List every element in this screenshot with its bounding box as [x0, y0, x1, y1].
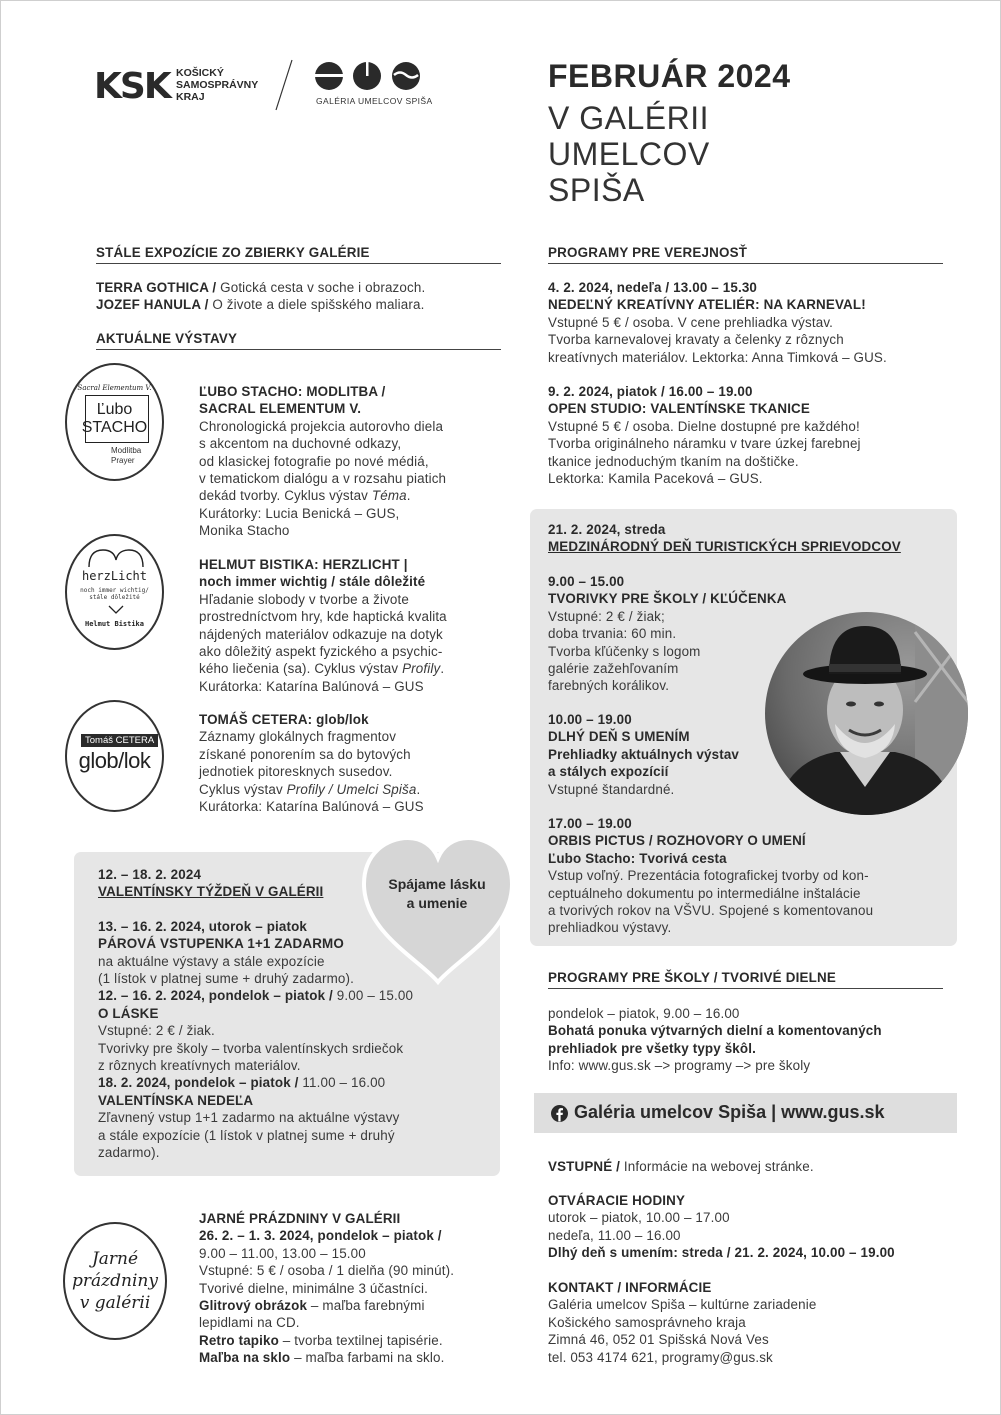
title-line-2: V GALÉRII — [548, 100, 709, 136]
logo-divider — [272, 58, 296, 112]
heading-permanent: STÁLE EXPOZÍCIE ZO ZBIERKY GALÉRIE — [96, 245, 501, 264]
contact-info: KONTAKT / INFORMÁCIE Galéria umelcov Spiša – kultúrne zariadenie Košického samosprávneho kraja Zimná 46, 052 01 Spišská Nová Ves tel. 053 4174 621, programy@gus.sk — [548, 1280, 817, 1365]
portrait-photo — [765, 612, 968, 815]
title-line-4: SPIŠA — [548, 172, 645, 208]
portrait-illustration — [765, 612, 968, 815]
permanent-list — [96, 279, 425, 314]
banner-text: Galéria umelcov Spiša | www.gus.sk — [574, 1102, 885, 1122]
valentine-week: 12. – 18. 2. 2024 VALENTÍNSKY TÝŽDEŇ V GALÉRII 13. – 16. 2. 2024, utorok – piatok PÁROVÁ VSTUPENKA 1+1 ZADARMO na aktuálne výstavy a stále expozície (1 lístok v platnej sume + druhý zadarmo). 12. – 16. 2. 2024, pondelok – piatok / 9.00 – 15.00 O LÁSKE Vstupné: 2 € / žiak. Tvorivky pre školy – tvorba valentínskych srdiečok z rôznych kreatívnych materiálov. 18. 2. 2024, pondelok – piatok / 11.00 – 16.00 VALENTÍNSKA NEDEĽA Zľavnený vstup 1+1 zadarmo na aktuálne výstavy a stále expozície (1 lístok v platnej sume + druhý zadarmo). — [98, 867, 414, 1161]
school-programs: pondelok – piatok, 9.00 – 16.00 Bohatá ponuka výtvarných dielní a komentovaných prehliadok pre všetky typy škôl. Info: www.gus.sk –> programy –> pre školy — [548, 1006, 882, 1074]
guides-day-header: 21. 2. 2024, streda MEDZINÁRODNÝ DEŇ TURISTICKÝCH SPRIEVODCOV — [548, 522, 901, 555]
school-programs-link[interactable]: Info: www.gus.sk –> programy –> pre školy — [548, 1058, 811, 1074]
heading-public-programs: PROGRAMY PRE VEREJNOSŤ — [548, 245, 943, 264]
program-carnival: 4. 2. 2024, nedeľa / 13.00 – 15.30 NEDEĽNÝ KREATÍVNY ATELIÉR: NA KARNEVAL! Vstupné 5 € / osoba. V cene prehliadka výstav. Tvorba karnevalovej kravaty a čelenky z rôznych kreatívnych materiálov. Lektorka: Anna Timková – GUS. — [548, 280, 887, 365]
chevron-down-icon — [108, 605, 124, 615]
cetera-exhibition-logo: Tomáš CETERA glob/lok — [65, 700, 164, 812]
ksk-mark: KSK — [94, 66, 170, 107]
guides-session-2: 10.00 – 19.00 DLHÝ DEŇ S UMENÍM Prehliadky aktuálnych výstav a stálych expozícií Vstupné štandardné. — [548, 712, 740, 797]
facebook-icon — [551, 1105, 568, 1122]
stacho-exhibition-logo: Sacral Elementum V. Ľubo STACHO Modlitba Prayer — [65, 363, 164, 481]
heart-caption: Spájame lásku a umenie — [388, 876, 486, 911]
heading-school-programs: PROGRAMY PRE ŠKOLY / TVORIVÉ DIELNE — [548, 970, 943, 989]
permanent-item-2: JOZEF HANULA / O živote a diele spišského maliara. — [96, 297, 425, 313]
gus-logo-caption: GALÉRIA UMELCOV SPIŠA — [316, 96, 433, 106]
page-title — [548, 58, 791, 208]
permanent-item-1: TERRA GOTHICA / Gotická cesta v soche i obrazoch. — [96, 280, 426, 295]
spring-holidays: JARNÉ PRÁZDNINY V GALÉRII 26. 2. – 1. 3. 2024, pondelok – piatok / 9.00 – 11.00, 13.00 – 15.00 Vstupné: 5 € / osoba / 1 dielňa (90 minút). Tvorivé dielne, minimálne 3 účastníci. Glitrový obrázok – maľba farebnými lepidlami na CD. Retro tapiko – tvorba textilnej tapisérie. Maľba na sklo – maľba farbami na sklo. — [199, 1211, 455, 1366]
guides-session-3: 17.00 – 19.00 ORBIS PICTUS / ROZHOVORY O UMENÍ Ľubo Stacho: Tvorivá cesta Vstup voľný. Prezentácia fotografickej tvorby od kon- ceptuálneho dokumentu po intermediálne inštalácie a tvorivých rokov na VŠVU. Spojené s komentovanou prehliadkou výstavy. — [548, 816, 874, 936]
ksk-logo — [94, 66, 264, 110]
contact-phone-email[interactable]: tel. 053 4174 621, programy@gus.sk — [548, 1349, 773, 1365]
ksk-text-3: KRAJ — [176, 91, 205, 103]
heading-current: AKTUÁLNE VÝSTAVY — [96, 331, 501, 350]
admission-info: VSTUPNÉ / Informácie na webovej stránke. — [548, 1159, 814, 1174]
spring-holidays-logo: Jarné prázdniny v galérii — [63, 1222, 167, 1340]
ksk-text-2: SAMOSPRÁVNY — [176, 79, 259, 91]
opening-hours: OTVÁRACIE HODINY utorok – piatok, 10.00 – 17.00 nedeľa, 11.00 – 16.00 Dlhý deň s umením: streda / 21. 2. 2024, 10.00 – 19.00 — [548, 1193, 895, 1261]
exhibition-bistika: HELMUT BISTIKA: HERZLICHT | noch immer wichtig / stále dôležité Hľadanie slobody v tvorbe a živote prostredníctvom hry, kde haptická kvalita nájdených materiálov odkazuje na dotyk ako dôležitý aspekt fyzického a psychic- kého liečenia (sa). Cyklus výstav Profily. Kurátorka: Katarína Balúnová – GUS — [199, 557, 447, 694]
ksk-text-1: KOŠICKÝ — [176, 67, 224, 79]
gus-logo-icon — [314, 61, 422, 93]
exhibition-stacho: ĽUBO STACHO: MODLITBA / SACRAL ELEMENTUM V. Chronologická projekcia autorovho diela s akcentom na duchovné odkazy, od klasickej fotografie po nové médiá, v tematickom dialógu a v rozsahu piatich dekád tvorby. Cyklus výstav Téma. Kurátorky: Lucia Benická – GUS, Monika Stacho — [199, 384, 447, 539]
program-open-studio: 9. 2. 2024, piatok / 16.00 – 19.00 OPEN STUDIO: VALENTÍNSKE TKANICE Vstupné 5 € / osoba. Dielne dostupné pre každého! Tvorba originálneho náramku v tvare úzkej farebnej tkanice jednoduchým tkaním na doštičke. Lektorka: Kamila Paceková – GUS. — [548, 384, 861, 487]
title-line-1: FEBRUÁR 2024 — [548, 58, 791, 94]
herzlicht-exhibition-logo: herzLicht noch immer wichtig/ stále dôležité Helmut Bistika — [65, 534, 164, 650]
exhibition-cetera: TOMÁŠ CETERA: glob/lok Záznamy glokálnych fragmentov získané ponorením sa do bytových jednotiek pitoresknych susedov. Cyklus výstav Profily / Umelci Spiša. Kurátorka: Katarína Balúnová – GUS — [199, 712, 424, 815]
title-line-3: UMELCOV — [548, 136, 710, 172]
heart-arc-icon — [87, 546, 145, 568]
facebook-banner[interactable] — [534, 1093, 957, 1133]
guides-session-1: 9.00 – 15.00 TVORIVKY PRE ŠKOLY / KĽÚČENKA Vstupné: 2 € / žiak; doba trvania: 60 min. Tvorba kľúčenky s logom galérie zažehľovaním farebných korálikov. — [548, 574, 787, 694]
